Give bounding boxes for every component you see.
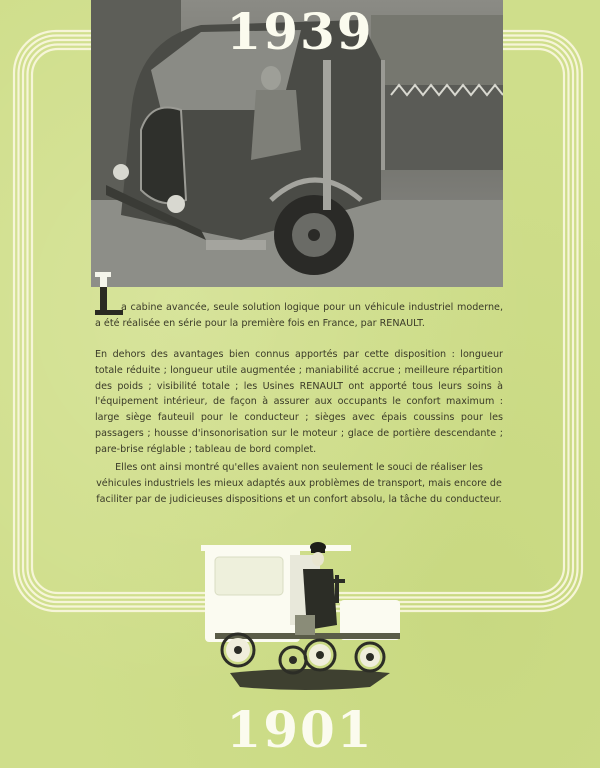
advantages-paragraph: En dehors des avantages bien connus apportés par cette disposition : longueur totale réduite ; longueur utile augmentée ; maniabilité accrue ; meilleure répartition des poids ; visibilité totale ; les Usines RENAULT ont apporté tous leurs soins à l'équipement intérieur, de façon à assurer aux occupants le confort maximum : large siège fauteuil pour le conducteur ; sièges avec épais coussins pour les passagers ; housse d'insonorisation sur le moteur ; glace de portière descendante ; pare-brise réglable ; tableau de bord complet. [95,349,503,455]
year-1901-heading: 1901 [226,700,374,759]
vehicle-1901-illustration [195,535,415,695]
conclusion-paragraph: Elles ont ainsi montré qu'elles avaient non seulement le souci de réaliser les véhicules industriels les mieux adaptés aux problèmes de transport, mais encore de faciliter par de judicieuses dispositions et un confort absolu, la tâche du conducteur. [96,462,502,505]
year-1939-heading: 1939 [226,2,374,61]
intro-paragraph [95,300,503,332]
intro-text: a cabine avancée, seule solution logique pour un véhicule industriel moderne, a été réalisée en série pour la première fois en France, par RENAULT. [95,302,503,329]
